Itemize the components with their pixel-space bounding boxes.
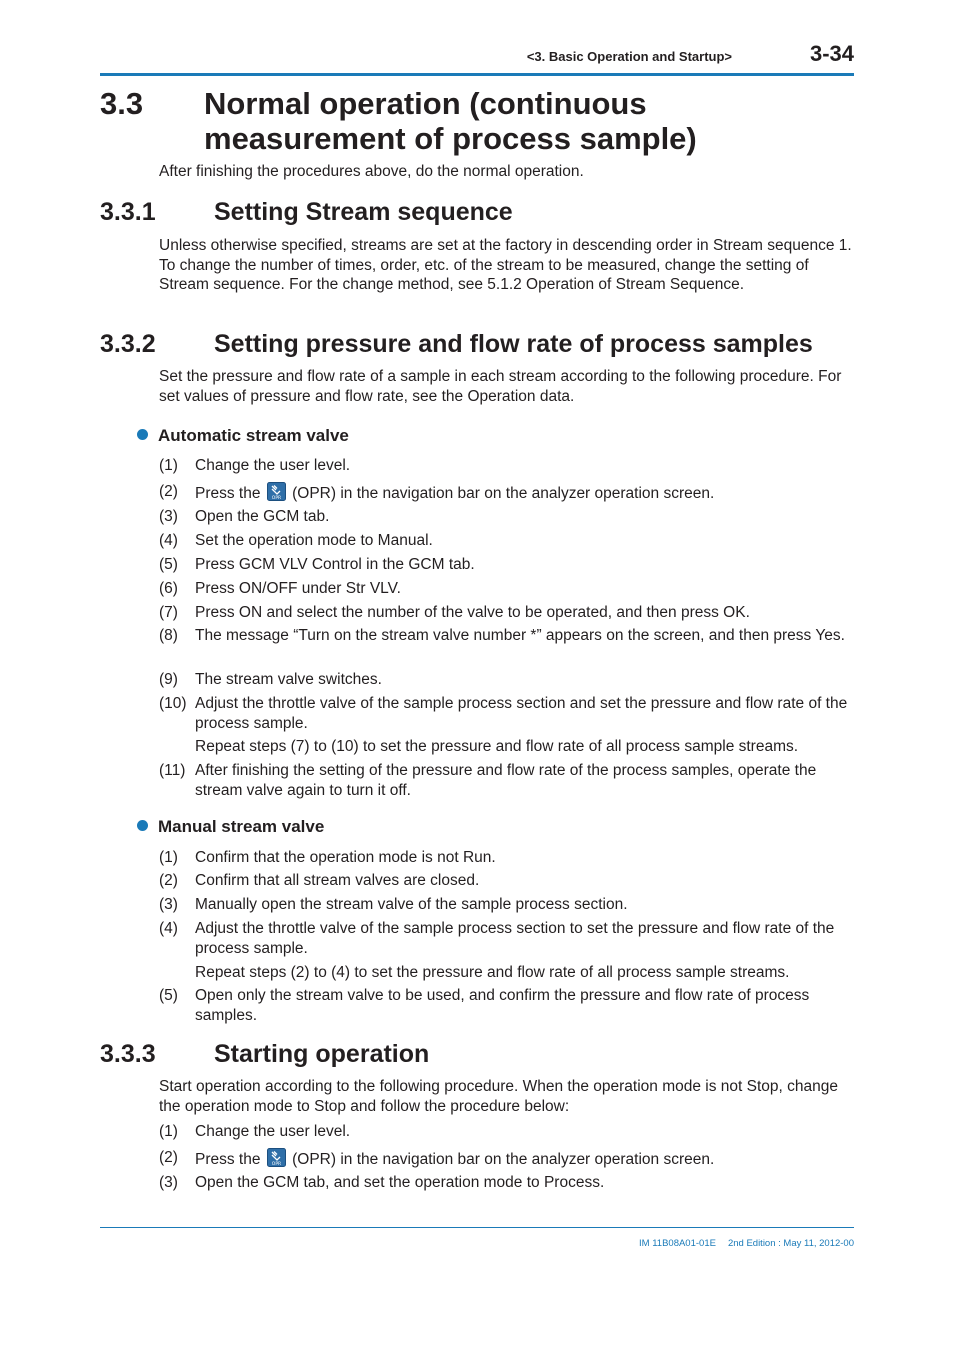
bullet-icon [137,820,148,831]
subsection-body-2: Set the pressure and flow rate of a sample in each stream according to the following procedure. For set values of pressure and flow rate, see the Operation data. [159,368,842,405]
opr-nav-icon [267,482,286,501]
subsection-number-2: 3.3.2 [100,330,156,358]
section-number: 3.3 [100,86,144,121]
page-number: 3-34 [809,41,854,66]
subsection-title-3: Starting operation [214,1040,430,1068]
section-title: Normal operation (continuous measurement of process sample) [204,86,697,156]
bullet-icon [137,429,148,440]
bullet-heading-automatic: Automatic stream valve [137,426,349,446]
subsection-body-1: Unless otherwise specified, streams are set at the factory in descending order in Stream sequence 1. To change the number of times, order, etc. of the stream to be measured, change the setting of Stream sequence. For the change method, see 5.1.2 Operation of Stream Sequence. [159,237,852,293]
subsection-number-3: 3.3.3 [100,1040,156,1068]
footer [560,1238,854,1249]
step-note: Repeat steps (2) to (4) to set the pressure and flow rate of all process sample streams. [195,964,790,981]
opr-nav-icon [267,1148,286,1167]
header-rule [100,73,854,76]
document-id: IM 11B08A01-01E [639,1238,716,1249]
svg-text:OPR: OPR [271,496,281,501]
section-intro: After finishing the procedures above, do the normal operation. [159,163,584,180]
subsection-title-1: Setting Stream sequence [214,198,513,226]
running-header-chapter: <3. Basic Operation and Startup> [526,49,732,64]
subsection-title-2: Setting pressure and flow rate of process samples [214,330,813,358]
bullet-heading-manual: Manual stream valve [137,817,324,837]
footer-rule [100,1227,854,1228]
subsection-body-3: Start operation according to the following procedure. When the operation mode is not Stop, change the operation mode to Stop and follow the procedure below: [159,1078,838,1115]
step-note: Repeat steps (7) to (10) to set the pressure and flow rate of all process sample streams. [195,738,799,755]
subsection-number-1: 3.3.1 [100,198,156,226]
edition-info: 2nd Edition : May 11, 2012-00 [727,1238,854,1249]
svg-text:OPR: OPR [271,1162,281,1167]
